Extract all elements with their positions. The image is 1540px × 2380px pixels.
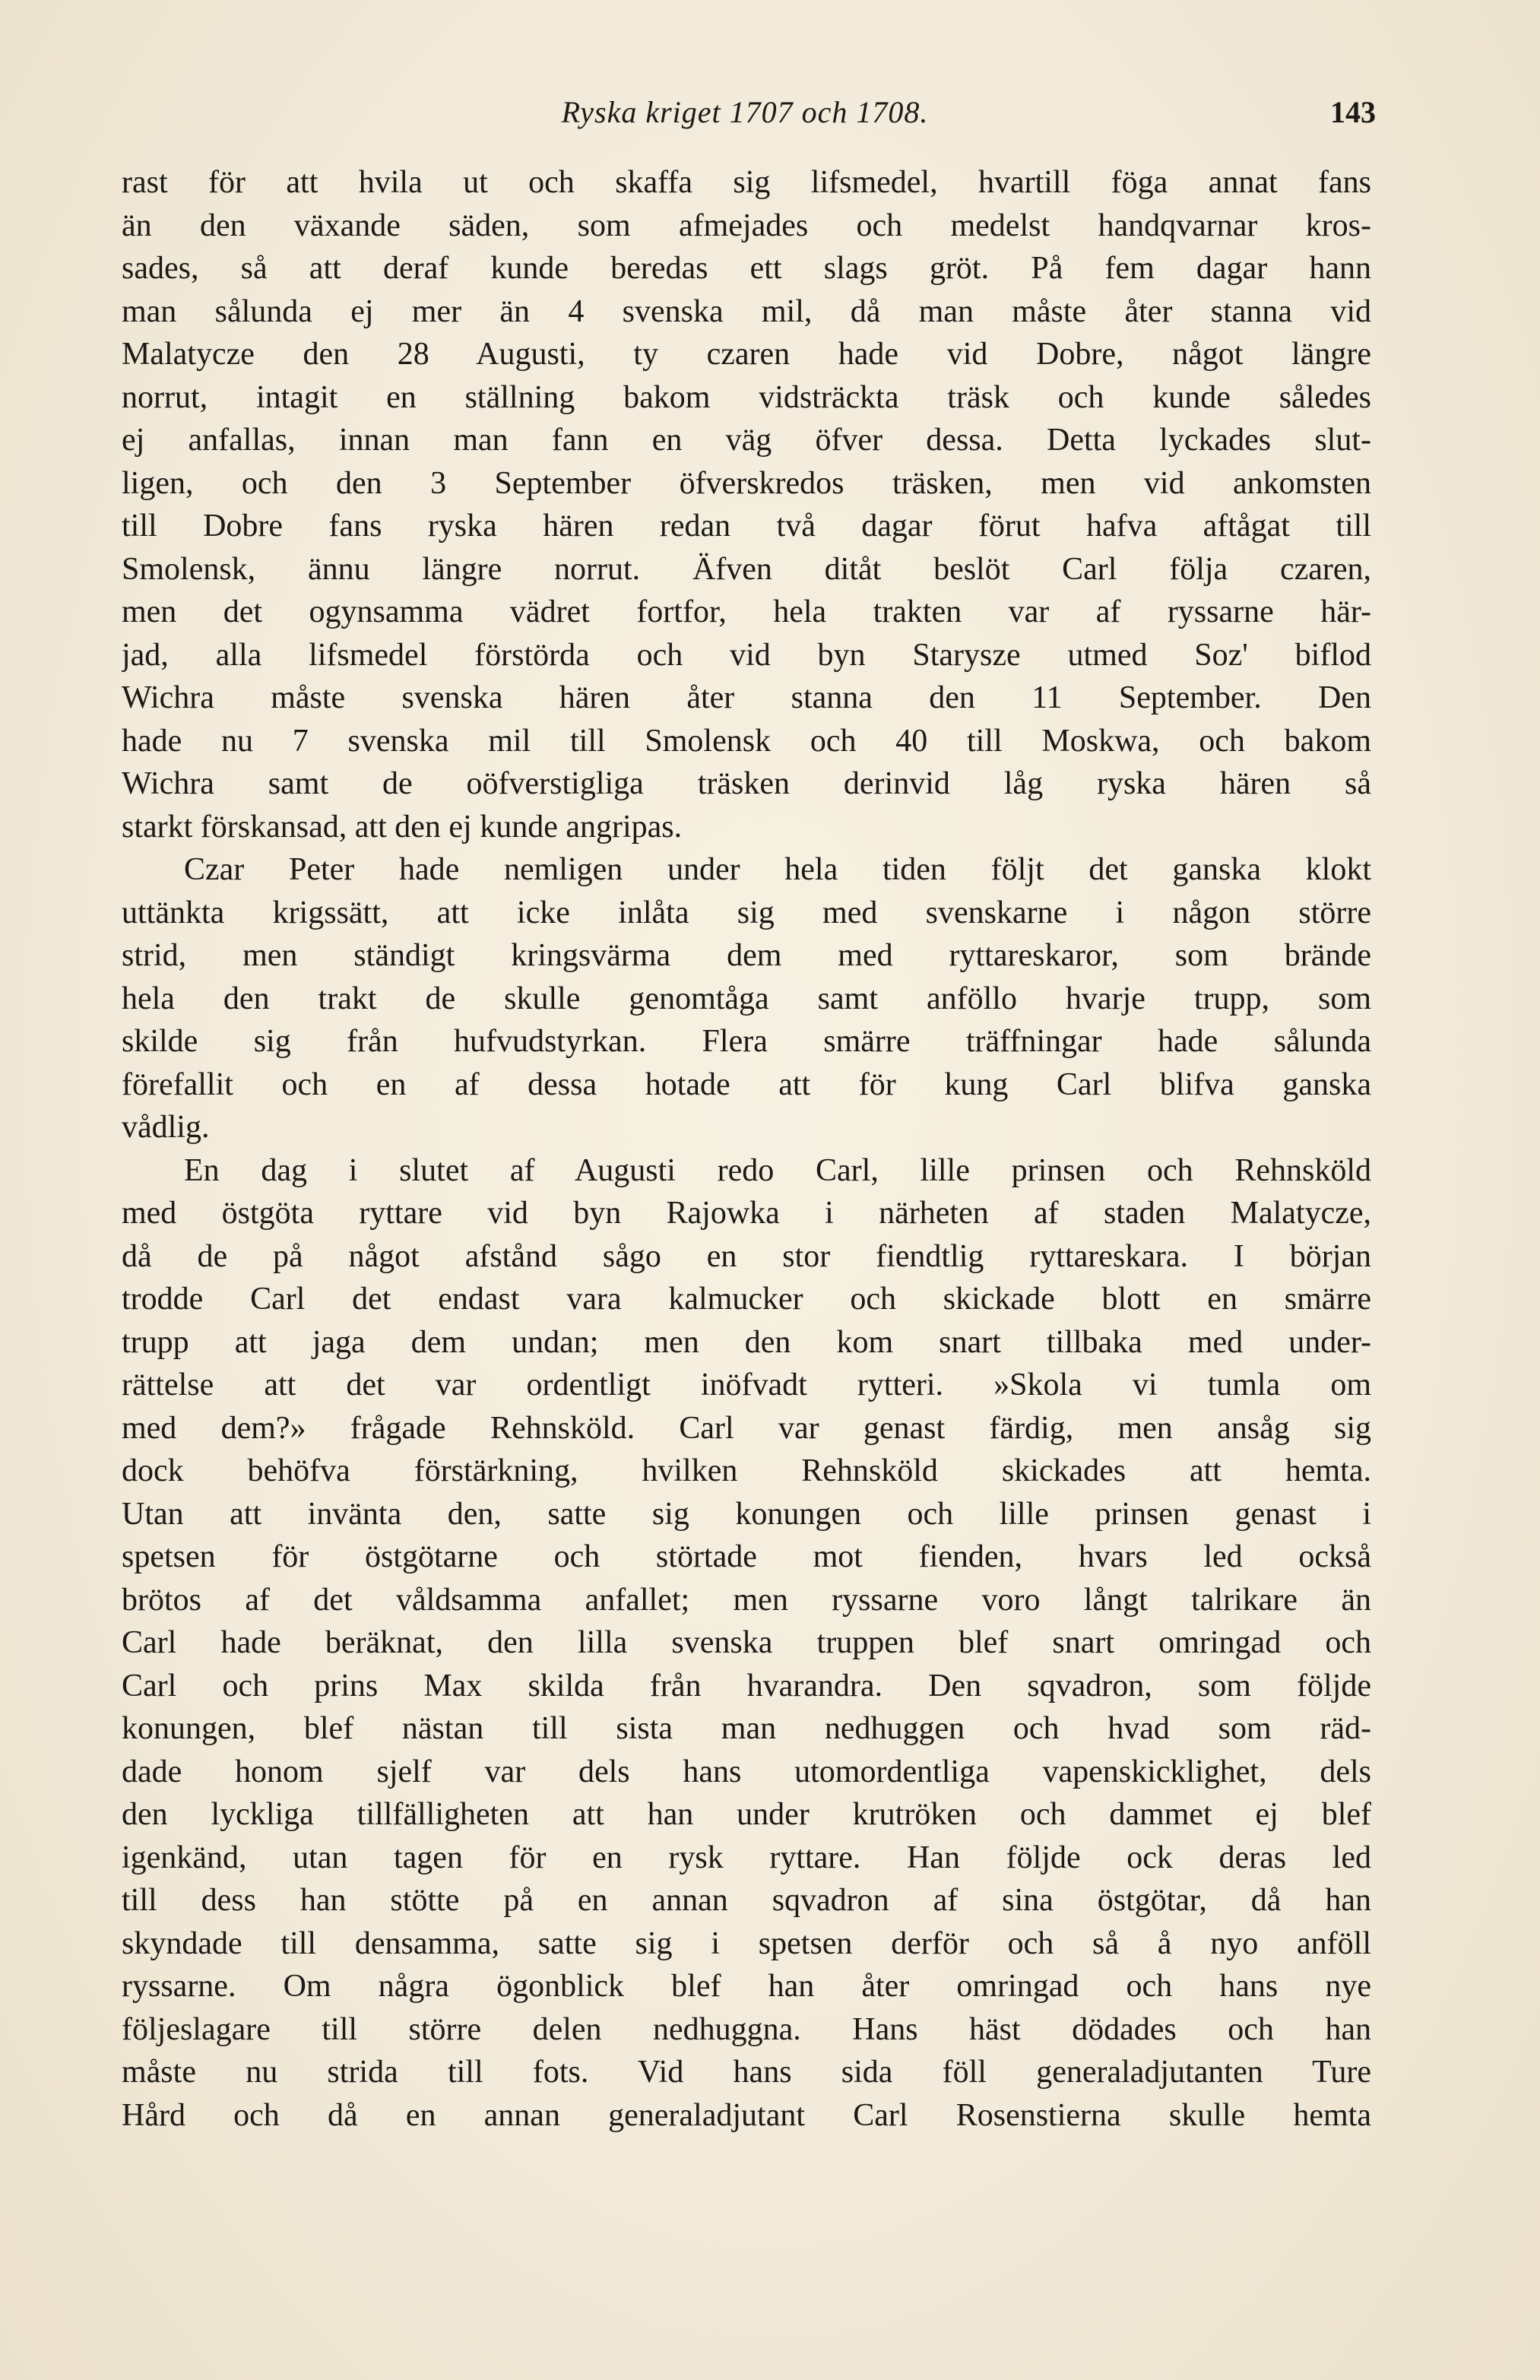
- text-line: igenkänd, utan tagen för en rysk ryttare. Han följde ock deras led: [122, 1840, 1371, 1875]
- paragraph-2: [122, 848, 1371, 1149]
- text-line: skilde sig från hufvudstyrkan. Flera smärre träffningar hade sålunda: [122, 1024, 1371, 1059]
- text-line: Smolensk, ännu längre norrut. Äfven ditåt beslöt Carl följa czaren,: [122, 551, 1371, 587]
- text-line: Wichra måste svenska hären åter stanna den 11 September. Den: [122, 680, 1371, 715]
- text-line: Carl och prins Max skilda från hvarandra. Den sqvadron, som följde: [122, 1668, 1371, 1703]
- page-number: 143: [1330, 95, 1376, 129]
- text-line: ej anfallas, innan man fann en väg öfver dessa. Detta lyckades slut-: [122, 423, 1371, 458]
- text-line: hela den trakt de skulle genomtåga samt anföllo hvarje trupp, som: [122, 981, 1371, 1016]
- text-line: Czar Peter hade nemligen under hela tiden följt det ganska klokt: [184, 852, 1371, 887]
- text-line: ligen, och den 3 September öfverskredos träsken, men vid ankomsten: [122, 465, 1371, 501]
- page-header: [114, 90, 1376, 135]
- text-line: men det ogynsamma vädret fortfor, hela trakten var af ryssarne här-: [122, 594, 1371, 629]
- text-line: strid, men ständigt kringsvärma dem med ryttareskaror, som brände: [122, 938, 1371, 973]
- text-line: En dag i slutet af Augusti redo Carl, lille prinsen och Rehnsköld: [184, 1152, 1371, 1188]
- text-line: förefallit och en af dessa hotade att för kung Carl blifva ganska: [122, 1066, 1371, 1102]
- text-line: trupp att jaga dem undan; men den kom snart tillbaka med under-: [122, 1324, 1371, 1360]
- text-line: jad, alla lifsmedel förstörda och vid byn Starysze utmed Soz' biflod: [122, 637, 1371, 673]
- text-line: vådlig.: [122, 1110, 210, 1145]
- text-line: Utan att invänta den, satte sig konungen och lille prinsen genast i: [122, 1496, 1371, 1532]
- text-line: norrut, intagit en ställning bakom vidsträckta träsk och kunde således: [122, 379, 1371, 415]
- text-line: då de på något afstånd sågo en stor fiendtlig ryttareskara. I början: [122, 1238, 1371, 1274]
- body-text: [122, 161, 1371, 2137]
- text-line: sades, så att deraf kunde beredas ett slags gröt. På fem dagar hann: [122, 251, 1371, 286]
- running-title: Ryska kriget 1707 och 1708.: [561, 95, 929, 129]
- text-line: man sålunda ej mer än 4 svenska mil, då man måste åter stanna vid: [122, 293, 1371, 329]
- text-line: rast för att hvila ut och skaffa sig lifsmedel, hvartill föga annat fans: [122, 165, 1371, 200]
- text-line: till Dobre fans ryska hären redan två dagar förut hafva aftågat till: [122, 509, 1371, 544]
- text-line: än den växande säden, som afmejades och medelst handqvarnar kros-: [122, 208, 1371, 243]
- text-line: till dess han stötte på en annan sqvadron af sina östgötar, då han: [122, 1883, 1371, 1918]
- text-line: måste nu strida till fots. Vid hans sida föll generaladjutanten Ture: [122, 2055, 1371, 2090]
- text-line: den lyckliga tillfälligheten att han under krutröken och dammet ej blef: [122, 1797, 1371, 1832]
- paragraph-3: [122, 1149, 1371, 2138]
- text-line: starkt förskansad, att den ej kunde angripas.: [122, 809, 683, 845]
- text-line: ryssarne. Om några ögonblick blef han åter omringad och hans nye: [122, 1969, 1371, 2004]
- text-line: Wichra samt de oöfverstigliga träsken derinvid låg ryska hären så: [122, 766, 1371, 801]
- text-line: trodde Carl det endast vara kalmucker och skickade blott en smärre: [122, 1282, 1371, 1317]
- paragraph-1: [122, 161, 1371, 848]
- text-line: Hård och då en annan generaladjutant Carl Rosenstierna skulle hemta: [122, 2097, 1371, 2133]
- text-line: dade honom sjelf var dels hans utomordentliga vapenskicklighet, dels: [122, 1754, 1371, 1789]
- text-line: skyndade till densamma, satte sig i spetsen derför och så å nyo anföll: [122, 1925, 1371, 1961]
- text-line: rättelse att det var ordentligt inöfvadt rytteri. »Skola vi tumla om: [122, 1367, 1371, 1402]
- text-line: hade nu 7 svenska mil till Smolensk och 40 till Moskwa, och bakom: [122, 723, 1371, 759]
- text-line: dock behöfva förstärkning, hvilken Rehnsköld skickades att hemta.: [122, 1453, 1371, 1488]
- text-line: brötos af det våldsamma anfallet; men ryssarne voro långt talrikare än: [122, 1582, 1371, 1618]
- text-line: med dem?» frågade Rehnsköld. Carl var genast färdig, men ansåg sig: [122, 1410, 1371, 1446]
- text-line: uttänkta krigssätt, att icke inlåta sig med svenskarne i någon större: [122, 895, 1371, 930]
- text-line: konungen, blef nästan till sista man nedhuggen och hvad som räd-: [122, 1711, 1371, 1746]
- text-line: Carl hade beräknat, den lilla svenska truppen blef snart omringad och: [122, 1625, 1371, 1660]
- text-line: med östgöta ryttare vid byn Rajowka i närheten af staden Malatycze,: [122, 1196, 1371, 1231]
- text-line: Malatycze den 28 Augusti, ty czaren hade vid Dobre, något längre: [122, 337, 1371, 372]
- text-line: följeslagare till större delen nedhuggna. Hans häst dödades och han: [122, 2011, 1371, 2047]
- text-line: spetsen för östgötarne och störtade mot fienden, hvars led också: [122, 1539, 1371, 1574]
